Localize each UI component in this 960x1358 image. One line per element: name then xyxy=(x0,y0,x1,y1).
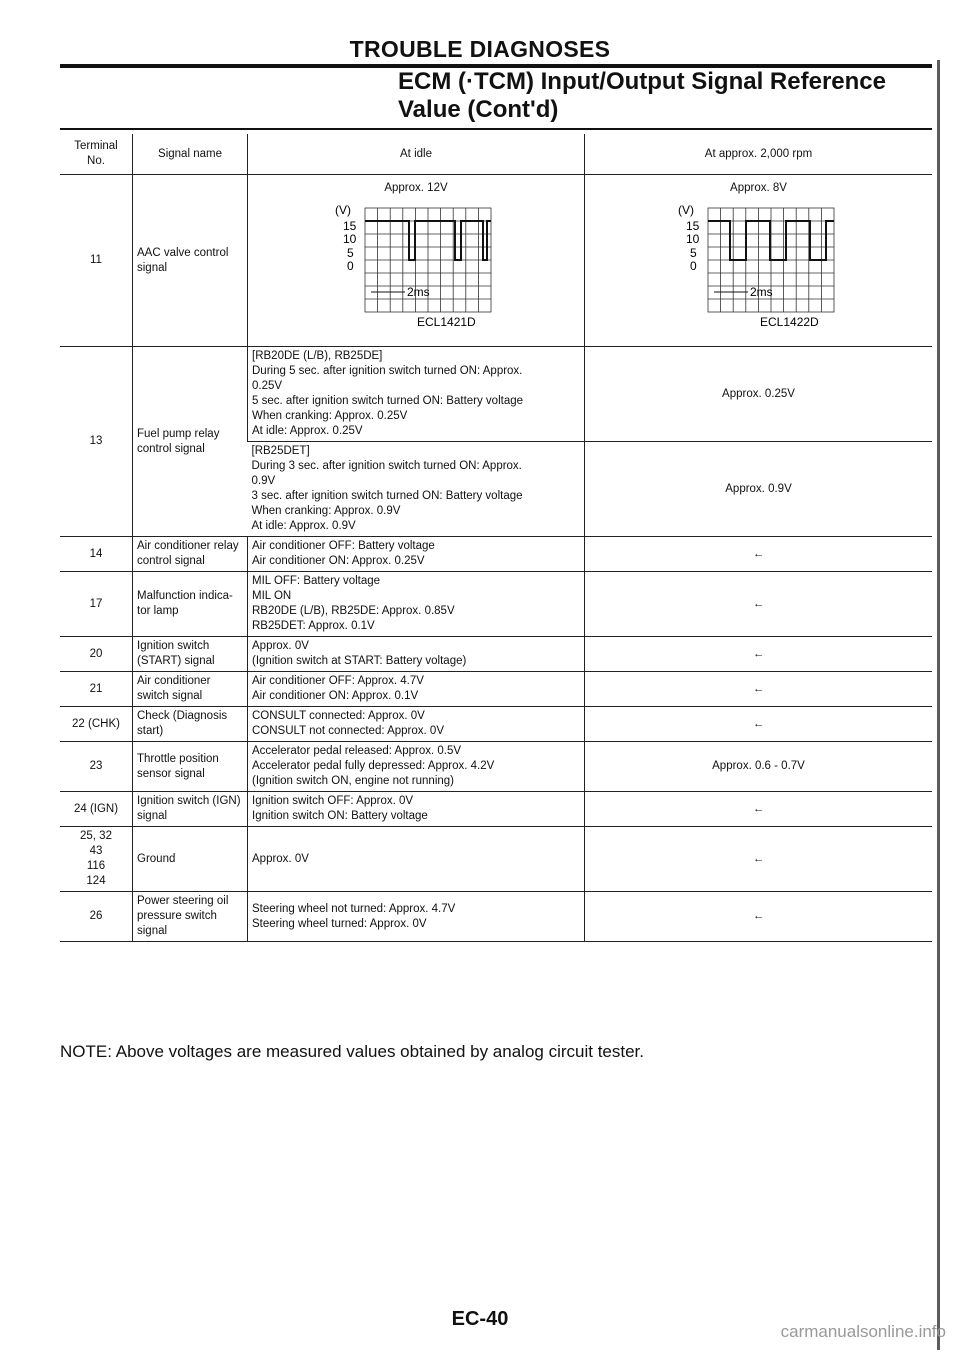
terminal-cell: 13 xyxy=(60,347,133,537)
tick-label: 10 xyxy=(343,232,357,246)
col-signal-header: Signal name xyxy=(133,134,248,175)
text-line: At idle: Approx. 0.9V xyxy=(251,520,356,532)
idle-cell xyxy=(248,707,585,742)
terminal-cell: 21 xyxy=(60,672,133,707)
same-as-idle-arrow: ← xyxy=(585,672,933,707)
time-scale-label: 2ms xyxy=(407,285,430,299)
terminal-cell: 24 (IGN) xyxy=(60,792,133,827)
signal-cell: Throttle position sensor signal xyxy=(133,742,248,792)
table-row xyxy=(60,742,932,792)
waveform-trace xyxy=(708,221,834,260)
page-title-line-1: ECM (·TCM) Input/Output Signal Reference xyxy=(398,68,886,95)
waveform-8v xyxy=(674,200,844,328)
text-line: When cranking: Approx. 0.25V xyxy=(252,410,408,422)
text-line: (Ignition switch ON, engine not running) xyxy=(252,775,454,787)
text-line: During 5 sec. after ignition switch turned ON: Approx. xyxy=(252,365,523,377)
terminal-cell: 11 xyxy=(60,175,133,347)
col-idle-header: At idle xyxy=(248,134,585,175)
rpm-cell: Approx. 0.25V xyxy=(585,347,933,442)
signal-cell: Ignition switch (IGN) signal xyxy=(133,792,248,827)
text-line: MIL ON xyxy=(252,590,292,602)
terminal-cell: 17 xyxy=(60,572,133,637)
table-row xyxy=(60,537,932,572)
signal-cell: Ignition switch (START) signal xyxy=(133,637,248,672)
idle-cell xyxy=(248,347,585,442)
col-rpm-header: At approx. 2,000 rpm xyxy=(585,134,933,175)
tick-label: 15 xyxy=(685,219,699,233)
text-line: CONSULT not connected: Approx. 0V xyxy=(252,725,444,737)
figure-code: ECL1422D xyxy=(759,315,819,328)
idle-cell xyxy=(248,637,585,672)
same-as-idle-arrow: ← xyxy=(585,827,933,892)
text-line: Air conditioner OFF: Battery voltage xyxy=(252,540,435,552)
text-line: 5 sec. after ignition switch turned ON: Battery voltage xyxy=(252,395,524,407)
table-header-row xyxy=(60,134,932,175)
text-line: 25, 32 xyxy=(80,830,112,842)
text-line: Steering wheel turned: Approx. 0V xyxy=(252,917,427,930)
text-line: [RB25DET] xyxy=(251,445,310,457)
table-row xyxy=(60,892,932,942)
same-as-idle-arrow: ← xyxy=(585,572,933,637)
signal-cell: AAC valve control signal xyxy=(133,175,248,347)
terminal-cell: 26 xyxy=(60,892,133,942)
tick-label: 10 xyxy=(685,232,699,246)
idle-value: Approx. 12V xyxy=(384,182,448,194)
rpm-value: Approx. 8V xyxy=(730,182,787,194)
text-line: RB25DET: Approx. 0.1V xyxy=(252,620,375,632)
tick-label: 15 xyxy=(343,219,357,233)
watermark: carmanualsonline.info xyxy=(780,1322,946,1341)
terminal-cell: 22 (CHK) xyxy=(60,707,133,742)
idle-cell xyxy=(248,672,585,707)
figure-code: ECL1421D xyxy=(417,315,476,328)
idle-cell xyxy=(248,572,585,637)
tick-label: 5 xyxy=(689,246,697,260)
table-row xyxy=(60,347,932,442)
text-line: 116 xyxy=(86,860,106,872)
text-line: Ignition switch OFF: Approx. 0V xyxy=(252,795,414,807)
page-number: EC-40 xyxy=(451,1308,509,1330)
signal-cell: Check (Diagnosis start) xyxy=(133,707,248,742)
same-as-idle-arrow: ← xyxy=(585,707,933,742)
signal-reference-table xyxy=(60,134,932,942)
text-line: Air conditioner ON: Approx. 0.25V xyxy=(252,555,425,567)
signal-cell: Malfunction indica- tor lamp xyxy=(133,572,248,637)
idle-cell xyxy=(248,742,585,792)
text-line: 3 sec. after ignition switch turned ON: Battery voltage xyxy=(251,490,523,502)
signal-cell: Air conditioner switch signal xyxy=(133,672,248,707)
terminal-cell: 23 xyxy=(60,742,133,792)
terminal-cell: 14 xyxy=(60,537,133,572)
waveform-12v xyxy=(331,200,501,328)
text-line: Steering wheel not turned: Approx. 4.7V xyxy=(252,902,456,915)
binding-edge xyxy=(937,60,940,1350)
text-line: CONSULT connected: Approx. 0V xyxy=(252,710,425,722)
text-line: (Ignition switch at START: Battery voltage) xyxy=(252,655,467,667)
text-line: 0.25V xyxy=(252,380,283,392)
same-as-idle-arrow: ← xyxy=(585,792,933,827)
signal-cell: Ground xyxy=(133,827,248,892)
text-line: [RB20DE (L/B), RB25DE] xyxy=(252,350,383,362)
same-as-idle-arrow: ← xyxy=(585,637,933,672)
same-as-idle-arrow: ← xyxy=(585,892,933,942)
tick-label: 0 xyxy=(689,259,697,273)
text-line: MIL OFF: Battery voltage xyxy=(252,575,381,587)
terminal-cell xyxy=(60,827,133,892)
table-row xyxy=(60,827,932,892)
tick-label: 5 xyxy=(347,246,354,260)
table-row xyxy=(60,707,932,742)
text-line: Approx. 0V xyxy=(252,640,309,652)
unit-label: (V) xyxy=(335,203,351,217)
unit-label: (V) xyxy=(677,203,694,217)
text-line: Ignition switch ON: Battery voltage xyxy=(252,810,428,822)
signal-cell: Air conditioner relay control signal xyxy=(133,537,248,572)
signal-cell: Fuel pump relay control signal xyxy=(133,347,248,537)
idle-cell xyxy=(248,892,585,942)
text-line: 0.9V xyxy=(251,475,276,487)
idle-cell xyxy=(248,792,585,827)
text-line: At idle: Approx. 0.25V xyxy=(252,425,363,437)
text-line: 43 xyxy=(89,845,103,857)
tick-label: 0 xyxy=(347,259,354,273)
terminal-cell: 20 xyxy=(60,637,133,672)
table-row xyxy=(60,672,932,707)
table-row xyxy=(60,572,932,637)
idle-cell xyxy=(248,175,585,347)
page-title-line-2: Value (Cont'd) xyxy=(398,96,559,123)
page-title xyxy=(398,68,886,124)
rpm-cell: Approx. 0.6 - 0.7V xyxy=(585,742,933,792)
rpm-cell: Approx. 0.9V xyxy=(585,442,933,537)
signal-cell: Power steering oil pressure switch signal xyxy=(133,892,248,942)
same-as-idle-arrow: ← xyxy=(585,537,933,572)
rpm-cell xyxy=(585,175,933,347)
text-line: 124 xyxy=(86,875,106,887)
text-line: During 3 sec. after ignition switch turned ON: Approx. xyxy=(251,460,522,472)
time-scale-label: 2ms xyxy=(749,285,773,299)
idle-cell: Approx. 0V xyxy=(248,827,585,892)
measurement-note: NOTE: Above voltages are measured values obtained by analog circuit tester. xyxy=(60,1042,644,1061)
table-row xyxy=(60,637,932,672)
text-line: RB20DE (L/B), RB25DE: Approx. 0.85V xyxy=(252,605,455,617)
text-line: Air conditioner ON: Approx. 0.1V xyxy=(252,690,419,702)
idle-cell xyxy=(248,537,585,572)
text-line: Air conditioner OFF: Approx. 4.7V xyxy=(252,675,424,687)
table-row xyxy=(60,175,932,347)
text-line: Accelerator pedal fully depressed: Approx. 4.2V xyxy=(252,760,495,772)
col-terminal-header: Terminal No. xyxy=(60,134,133,175)
idle-cell xyxy=(248,442,585,537)
text-line: When cranking: Approx. 0.9V xyxy=(251,505,401,517)
table-row xyxy=(60,792,932,827)
text-line: Accelerator pedal released: Approx. 0.5V xyxy=(252,745,462,757)
title-rule xyxy=(60,128,932,130)
section-title: TROUBLE DIAGNOSES xyxy=(349,36,611,62)
